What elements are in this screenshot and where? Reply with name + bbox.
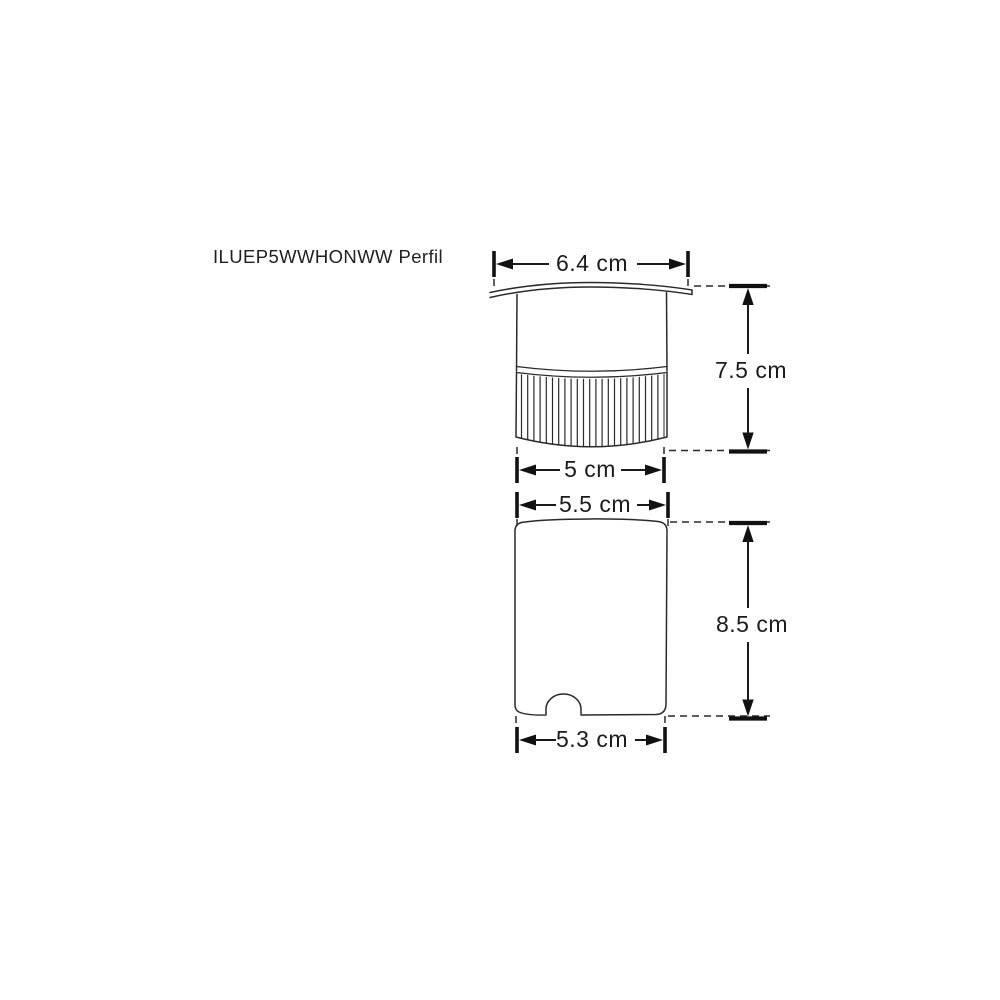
dim-label-flange-width: 6.4 cm: [555, 250, 629, 276]
product-title: ILUEP5WWHONWW Perfil: [213, 246, 443, 267]
dim-label-sleeve-bottom-width: 5.3 cm: [555, 726, 629, 752]
arrow-left-icon: [519, 465, 536, 476]
dim-body-width: [517, 447, 664, 483]
mounting-sleeve-drawing: [515, 519, 667, 715]
body-right-side: [667, 293, 668, 372]
dim-label-profile-height: 7.5 cm: [714, 357, 788, 383]
arrow-right-icon: [649, 500, 666, 511]
arrow-left-icon: [519, 500, 536, 511]
heatsink-outline: [516, 373, 667, 447]
flange-outline: [490, 283, 692, 298]
arrow-right-icon: [646, 735, 663, 746]
dim-flange-width: [494, 250, 688, 290]
arrow-right-icon: [669, 259, 686, 270]
dim-label-body-width: 5 cm: [564, 456, 616, 482]
lamp-profile-drawing: [490, 283, 692, 457]
body-band-upper: [517, 367, 668, 372]
sleeve-outline: [515, 519, 667, 715]
dim-profile-height: [669, 286, 787, 452]
dim-label-sleeve-height: 8.5 cm: [715, 611, 789, 637]
dim-sleeve-height: [668, 522, 788, 719]
arrow-right-icon: [645, 465, 662, 476]
arrow-left-icon: [519, 735, 536, 746]
body-left-side: [517, 295, 518, 372]
dim-sleeve-top-width: [517, 491, 668, 528]
arrow-left-icon: [496, 259, 513, 270]
body-band-lower: [517, 373, 668, 378]
dim-label-sleeve-top-width: 5.5 cm: [558, 491, 632, 517]
dim-sleeve-bottom-width: [516, 716, 665, 753]
